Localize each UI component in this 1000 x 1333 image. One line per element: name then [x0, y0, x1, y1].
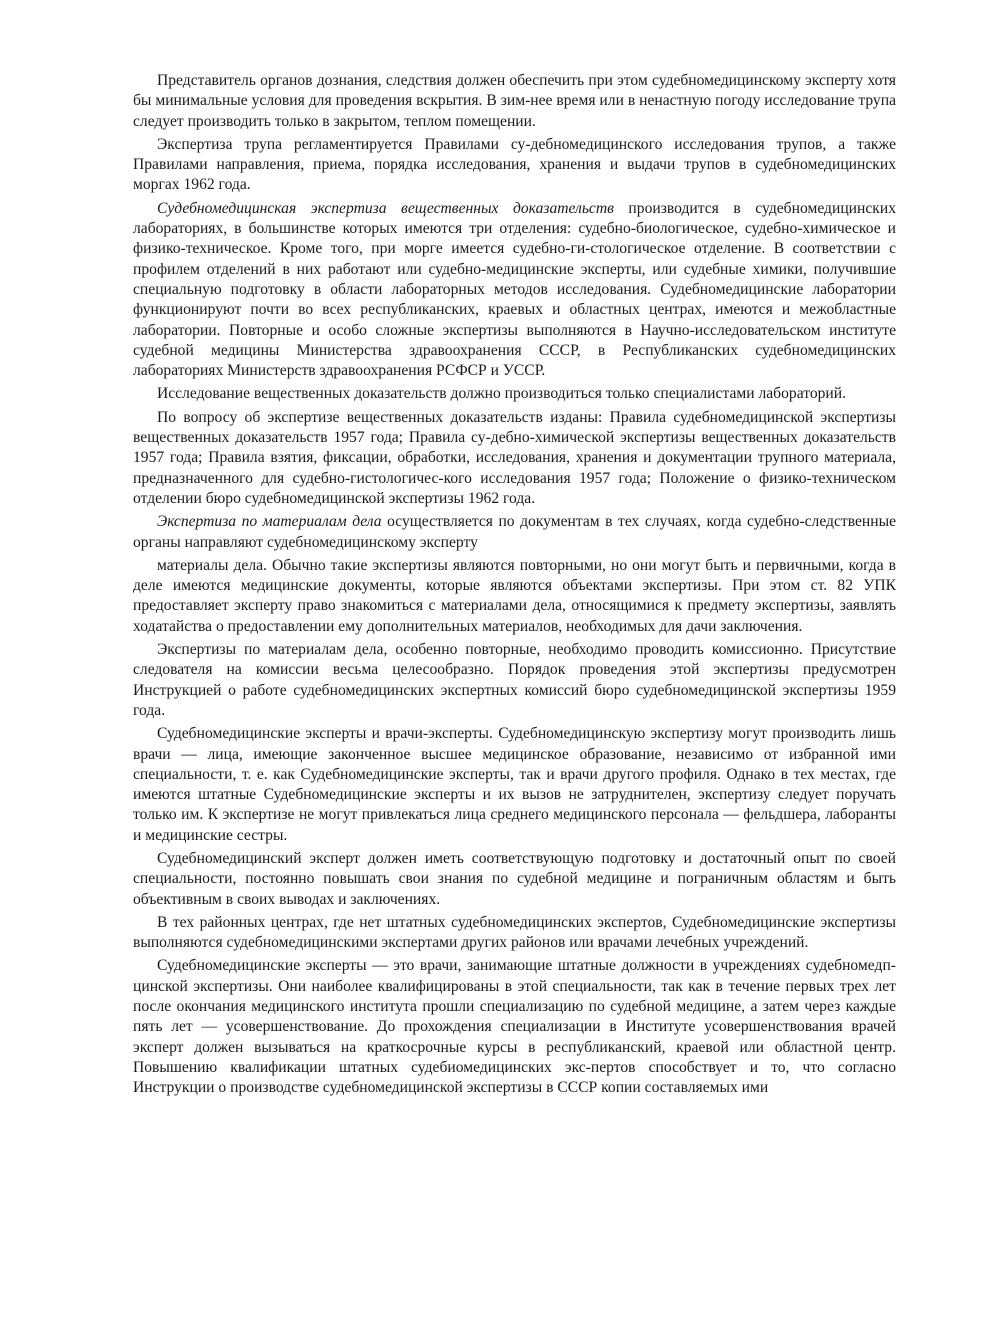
paragraph-11: [133, 913, 896, 954]
paragraph-10: [133, 849, 896, 910]
paragraph-12-text: Судебномедицинские эксперты — это врачи, занимающие штатные должности в учреждениях судебномедп-цинской экспертизы. Они наиболее квалифицированы в этой специальности, так как в течение первых трех лет после окончания медицинского института прошли специализацию по судебной медицине, а затем через каждые пять лет — усовершенствование. До прохождения специализации в Институте усовершенствования врачей эксперт должен вызываться на краткосрочные курсы в республиканский, краевой или областной центр. Повышению квалификации штатных судебиомедицинских экс-пертов способствует и то, что согласно Инструкции о производстве судебномедицинской экспертизы в СССР копии составляемых ими: [133, 957, 896, 1097]
paragraph-6-text: осуществляется по документам в тех случаях, когда судебно-следственные органы направляют судебномедицинскому эксперту: [133, 513, 897, 551]
paragraph-5: [133, 408, 896, 509]
paragraph-3: [133, 199, 896, 382]
paragraph-7: [133, 556, 896, 637]
paragraph-9: [133, 724, 896, 846]
paragraph-1: [133, 71, 896, 132]
paragraph-3-text: производится в судебномедицинских лабораториях, в большинстве которых имеются три отделения: судебно-биологическое, судебно-химическое и физико-техническое. Кроме того, при морге имеется судебно-ги-стологическое отделение. В соответствии с профилем отделений в них работают или судебно-медицинские эксперты, или судебные химики, получившие специальную подготовку в области лабораторных методов исследования. Судебномедицинские лаборатории функционируют почти во всех республиканских, краевых и областных центрах, имеются и межобластные лаборатории. Повторные и особо сложные экспертизы выполняются в Научно-исследовательском институте судебной медицины Министерства здравоохранения СССР, в Республиканских судебномедицинских лабораториях Министерств здравоохранения РСФСР и УССР.: [133, 199, 896, 380]
paragraph-8: [133, 640, 896, 721]
paragraph-1-text: Представитель органов дознания, следствия должен обеспечить при этом судебномедицинскому эксперту хотя бы минимальные условия для проведения вскрытия. В зим-нее время или в ненастную погоду исследование трупа следует производить только в закрытом, теплом помещении.: [133, 72, 896, 130]
paragraph-4: [133, 384, 896, 404]
paragraph-8-text: Экспертизы по материалам дела, особенно повторные, необходимо проводить комиссионно. Присутствие следователя на комиссии весьма целесообразно. Порядок проведения этой экспертизы предусмотрен Инструкцией о работе судебномедицинских экспертных комиссий бюро судебномедицинской экспертизы 1959 года.: [133, 641, 896, 719]
paragraph-10-text: Судебномедицинский эксперт должен иметь соответствующую подготовку и достаточный опыт по своей специальности, постоянно повышать свои знания по судебной медицине и пограничным областям и быть объективным в своих выводах и заключениях.: [133, 849, 896, 908]
paragraph-12: [133, 956, 896, 1098]
paragraph-2-text: Экспертиза трупа регламентируется Правилами су-дебномедицинского исследования трупов, а также Правилами направления, приема, порядка исследования, хранения и выдачи трупов в судебномедицинских моргах 1962 года.: [133, 135, 896, 194]
paragraph-4-text: Исследование вещественных доказательств должно производиться только специалистами лабораторий.: [157, 385, 847, 403]
paragraph-6: [133, 512, 896, 553]
paragraph-6-lead: Экспертиза по материалам дела: [157, 513, 382, 531]
paragraph-5-text: По вопросу об экспертизе вещественных доказательств изданы: Правила судебномедицинской экспертизы вещественных доказательств 1957 года; Правила су-дебно-химической экспертизы вещественных доказательств 1957 года; Правила взятия, фиксации, обработки, исследования, хранения и документации трупного материала, предназначенного для судебно-гистологичес-кого исследования 1957 года; Положение о физико-техническом отделении бюро судебномедицинской экспертизы 1962 года.: [133, 408, 896, 507]
paragraph-2: [133, 135, 896, 196]
paragraph-3-lead: Судебномедицинская экспертиза вещественных доказательств: [157, 199, 614, 217]
paragraph-11-text: В тех районных центрах, где нет штатных судебномедицинских экспертов, Судебномедицинские экспертизы выполняются судебномедицинскими экспертами других районов или врачами лечебных учреждений.: [133, 913, 896, 952]
paragraph-7-text: материалы дела. Обычно такие экспертизы являются повторными, но они могут быть и первичными, когда в деле имеются медицинские документы, которые являются объектами экспертизы. При этом ст. 82 УПК предоставляет эксперту право знакомиться с материалами дела, относящимися к предмету экспертизы, заявлять ходатайства о предоставлении ему дополнительных материалов, необходимых для дачи заключения.: [133, 556, 896, 635]
paragraph-9-text: Судебномедицинские эксперты и врачи-эксперты. Судебномедицинскую экспертизу могут производить лишь врачи — лица, имеющие законченное высшее медицинское образование, независимо от избранной ими специальности, т. е. как Судебномедицинские эксперты, так и врачи другого профиля. Однако в тех местах, где имеются штатные Судебномедицинские эксперты и их вызов не затруднителен, экспертизу следует поручать только им. К экспертизе не могут привлекаться лица среднего медицинского персонала — фельдшера, лаборанты и медицинские сестры.: [133, 725, 896, 844]
